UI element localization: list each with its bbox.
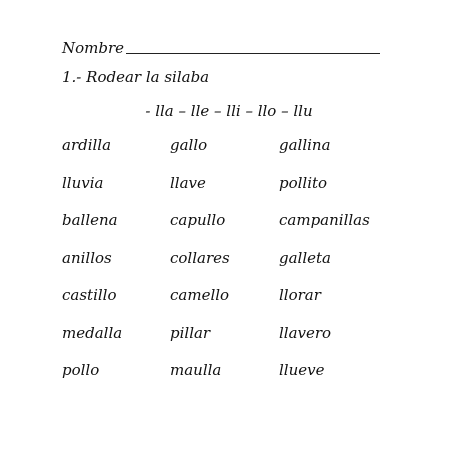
name-field xyxy=(62,36,380,56)
word-item: ardilla xyxy=(62,136,112,154)
word-item: galleta xyxy=(279,248,331,267)
word-item: llavero xyxy=(279,323,332,342)
word-item: ballena xyxy=(62,211,118,229)
word-row xyxy=(60,174,400,212)
word-item: pollito xyxy=(279,173,328,192)
word-item: gallo xyxy=(170,136,208,154)
word-row xyxy=(60,361,400,399)
word-item: collares xyxy=(170,248,230,267)
word-row xyxy=(60,324,400,362)
word-item: llorar xyxy=(279,286,321,304)
word-row xyxy=(60,249,400,287)
word-row xyxy=(60,211,400,249)
word-item: castillo xyxy=(62,286,117,304)
word-item: camello xyxy=(170,286,230,304)
word-item: campanillas xyxy=(279,211,370,229)
word-row xyxy=(60,136,400,174)
word-grid xyxy=(60,136,400,399)
word-item: lluvia xyxy=(62,173,104,192)
word-item: gallina xyxy=(279,136,331,154)
word-item: capullo xyxy=(170,211,226,229)
syllable-list: - lla – lle – lli – llo – llu xyxy=(145,102,313,120)
word-item: llueve xyxy=(279,361,325,379)
exercise-instruction: 1.- Rodear la silaba xyxy=(62,68,210,86)
word-item: pillar xyxy=(170,323,211,342)
word-item: anillos xyxy=(62,248,112,267)
word-item: llave xyxy=(170,173,206,192)
word-row xyxy=(60,286,400,324)
name-label: Nombre xyxy=(62,39,125,57)
word-item: medalla xyxy=(62,323,123,342)
word-item: maulla xyxy=(170,361,222,379)
word-item: pollo xyxy=(62,361,100,379)
name-line xyxy=(126,53,380,54)
